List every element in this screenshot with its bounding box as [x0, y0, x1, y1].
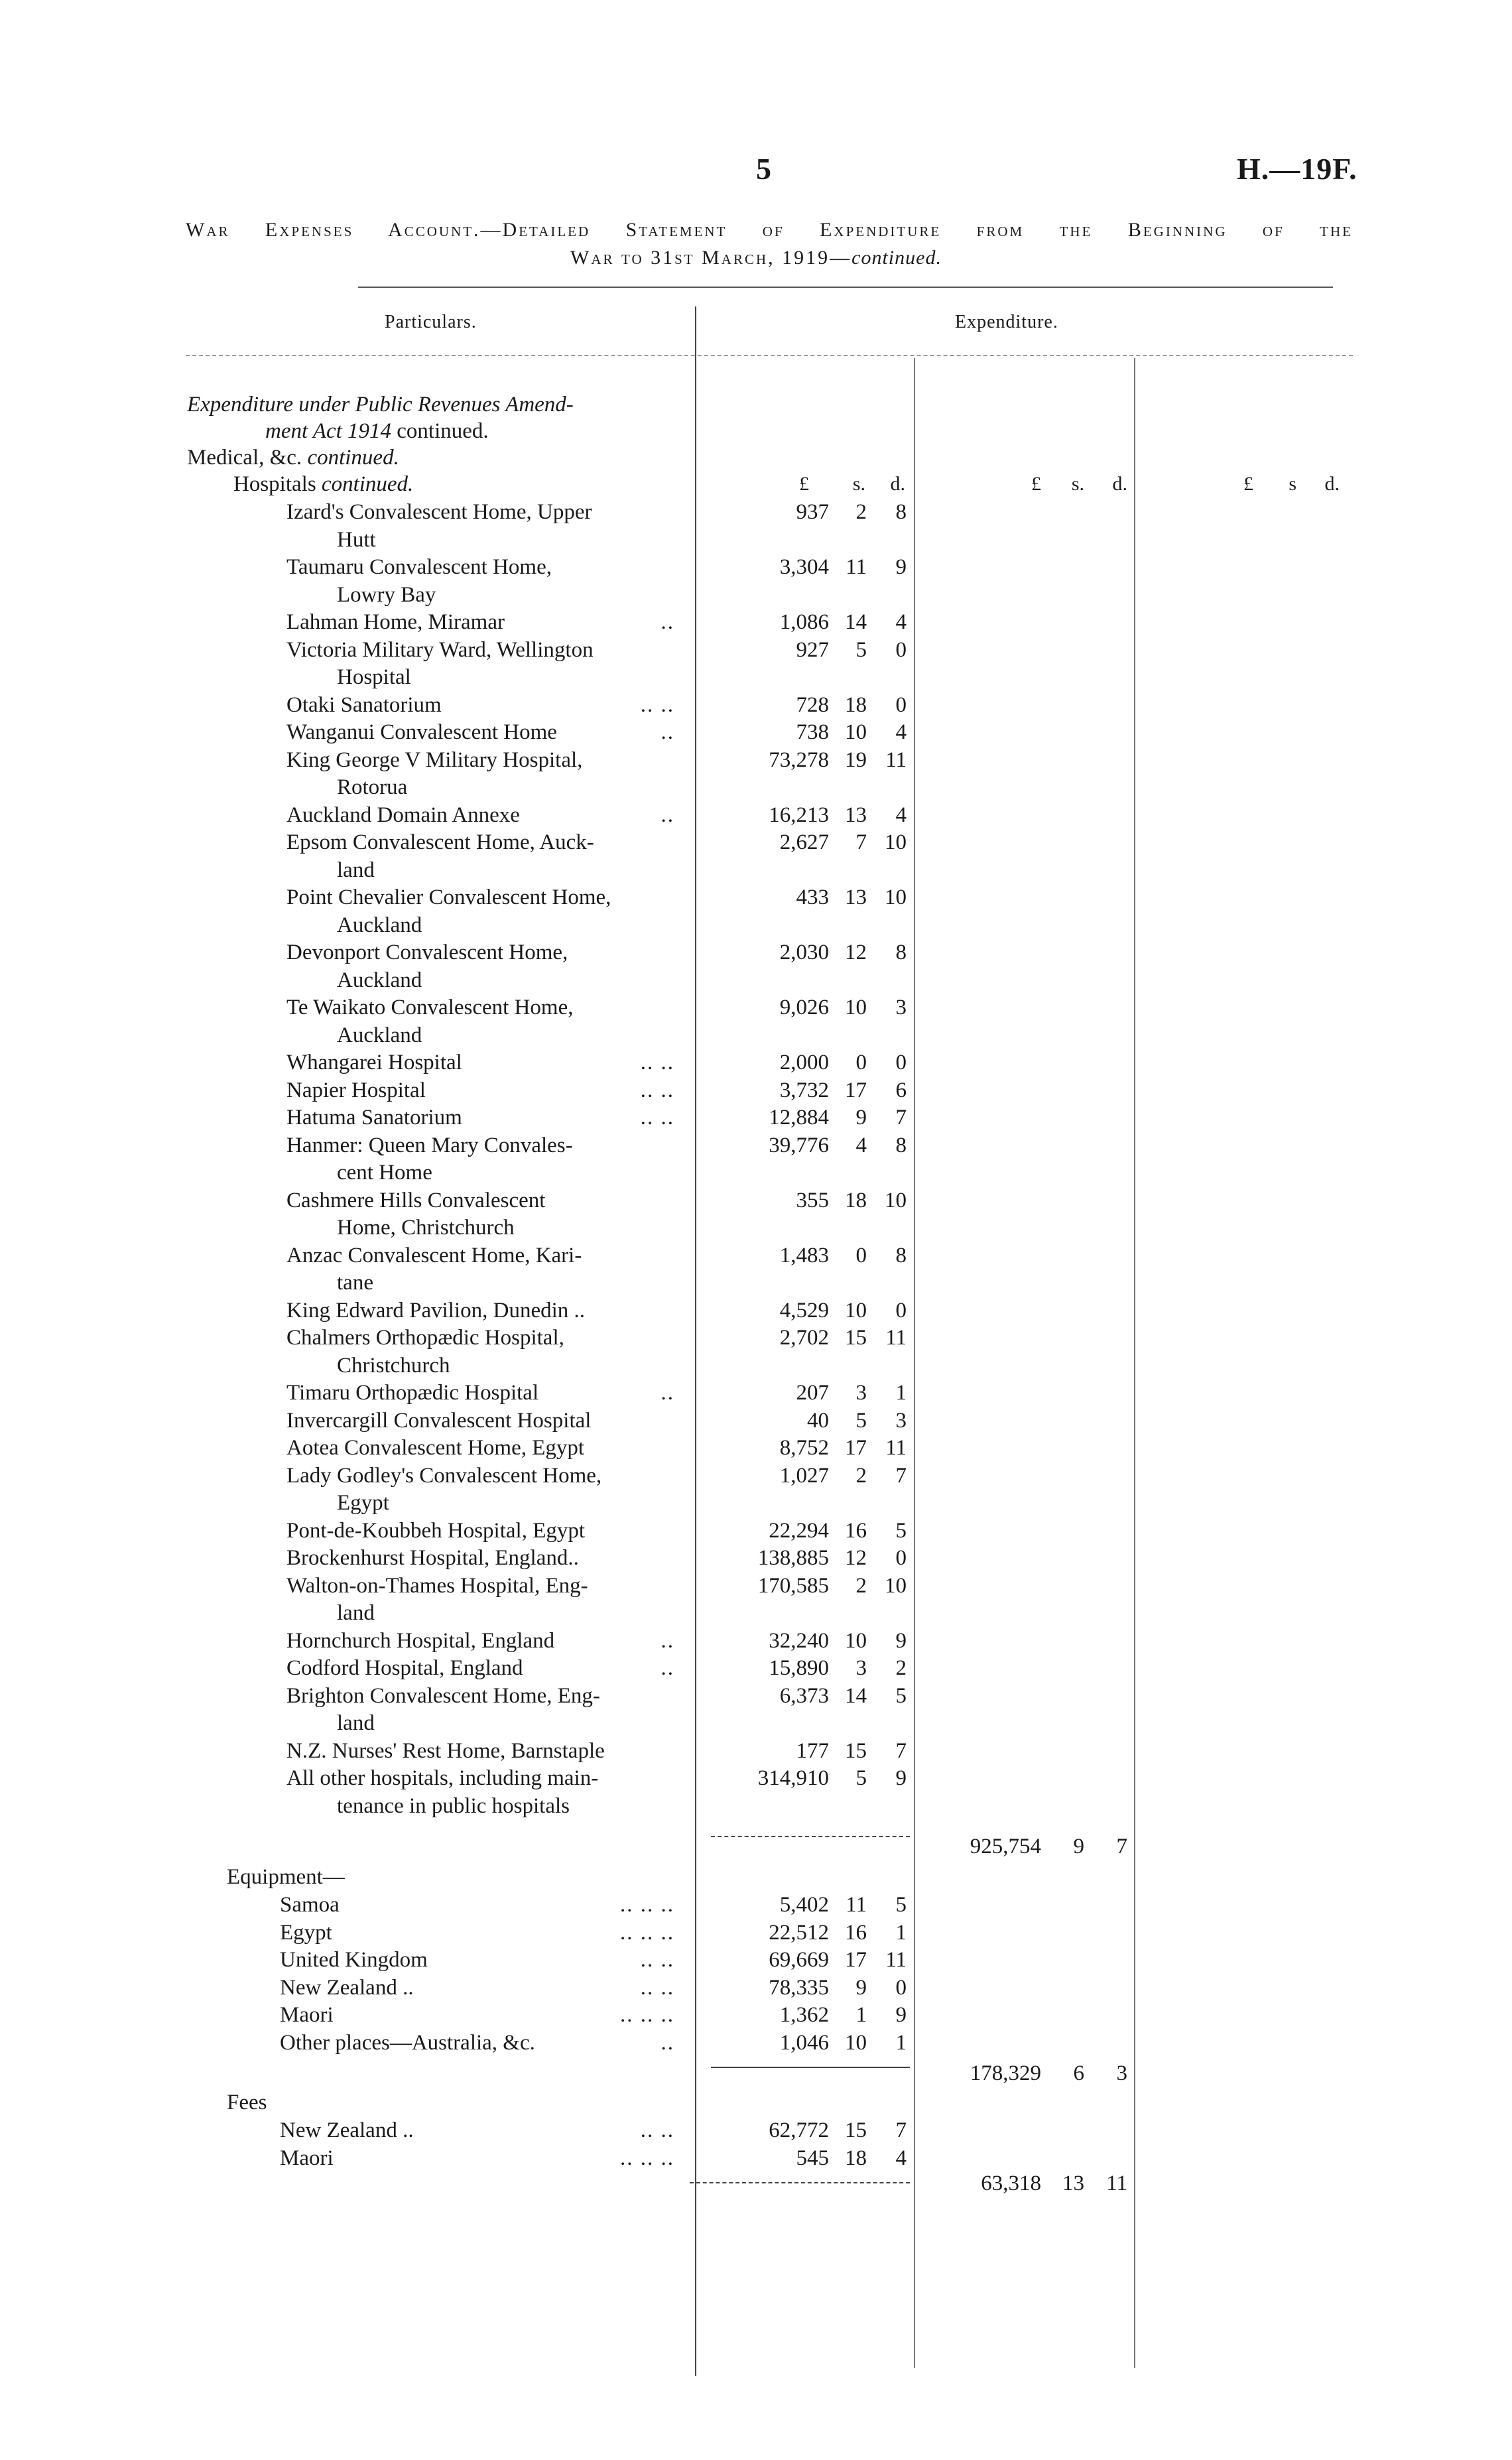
amount-pence: 4 — [895, 720, 907, 744]
item-name-continued: Auckland — [337, 913, 422, 937]
hospitals-total-shillings: 9 — [1073, 1835, 1084, 1858]
amount-shillings: 0 — [855, 1243, 867, 1267]
amount-pence: 10 — [885, 830, 907, 854]
fees-heading: Fees — [227, 2091, 267, 2114]
amount-pounds: 170,585 — [757, 1573, 829, 1598]
amount-shillings: 2 — [855, 500, 867, 524]
amount-pounds: 177 — [796, 1738, 829, 1763]
amount-pence: 9 — [895, 555, 907, 579]
amount-shillings: 10 — [845, 996, 867, 1019]
item-name: Chalmers Orthopædic Hospital, — [286, 1326, 564, 1350]
item-name-continued: Auckland — [337, 1023, 422, 1047]
amount-shillings: 13 — [845, 885, 867, 909]
amount-pounds: 15,890 — [769, 1656, 829, 1680]
amount-pounds: 40 — [807, 1408, 829, 1433]
leader-dots: .. .. .. — [620, 1893, 674, 1917]
item-name: Otaki Sanatorium — [286, 692, 442, 717]
leader-dots: .. .. — [640, 1051, 674, 1074]
item-name: Cashmere Hills Convalescent — [286, 1188, 546, 1212]
amount-pence: 11 — [885, 747, 907, 772]
amount-pence: 0 — [895, 1298, 907, 1323]
particulars-header: Particulars. — [385, 312, 477, 332]
amount-shillings: 10 — [845, 1298, 867, 1323]
document-reference: H.—19F. — [1237, 152, 1357, 186]
amount-pounds: 3,304 — [779, 555, 829, 579]
amount-shillings: 12 — [845, 940, 867, 964]
amount-shillings: 18 — [845, 692, 867, 717]
amount-shillings: 11 — [846, 555, 867, 579]
item-name: Invercargill Convalescent Hospital — [286, 1408, 592, 1433]
amount-pence: 3 — [895, 1408, 907, 1433]
amount-shillings: 3 — [855, 1656, 867, 1680]
amount-shillings: 10 — [845, 1628, 867, 1653]
amount-pounds: 433 — [796, 885, 829, 909]
header-rule — [186, 355, 1353, 356]
fees-total-pence: 11 — [1106, 2171, 1127, 2195]
amount-pence: 11 — [885, 1436, 907, 1460]
item-name: Auckland Domain Annexe — [286, 803, 520, 827]
item-name: Victoria Military Ward, Wellington — [286, 637, 594, 662]
amount-shillings: 5 — [855, 1408, 867, 1433]
amount-shillings: 11 — [846, 1893, 867, 1917]
page-number: 5 — [756, 152, 771, 186]
item-name-continued: Egypt — [337, 1491, 389, 1515]
equipment-total-pounds: 178,329 — [970, 2061, 1041, 2085]
amount-shillings: 16 — [845, 1920, 867, 1945]
leader-dots: .. — [661, 720, 674, 744]
amount-pence: 2 — [895, 1656, 907, 1680]
amount-shillings: 14 — [845, 1683, 867, 1708]
amount-pounds: 1,086 — [779, 610, 829, 634]
amount-pence: 1 — [895, 2030, 907, 2055]
amount-shillings: 4 — [855, 1133, 867, 1157]
amount-shillings: 5 — [855, 1766, 867, 1790]
amount-pounds: 728 — [796, 692, 829, 717]
leader-dots: .. .. — [640, 692, 674, 717]
amount-pence: 8 — [895, 1133, 907, 1157]
amount-pence: 7 — [895, 1106, 907, 1130]
item-name-continued: land — [337, 1601, 375, 1625]
amount-pence: 4 — [895, 803, 907, 827]
medical-label: Medical, &c. — [187, 446, 302, 470]
statement-title-line1: War Expenses Account.—Detailed Statement of Expenditure from the Beginning of the — [186, 219, 1353, 241]
leader-dots: .. .. .. — [620, 2003, 674, 2027]
amount-shillings: 17 — [845, 1948, 867, 1972]
item-name: Hatuma Sanatorium — [286, 1106, 462, 1130]
amount-shillings: 2 — [855, 1463, 867, 1488]
amount-shillings: 9 — [855, 1106, 867, 1130]
fees-sum-rule — [690, 2182, 910, 2183]
leader-dots: .. — [661, 1656, 674, 1680]
item-name-continued: Lowry Bay — [337, 582, 436, 607]
amount-shillings: 2 — [855, 1573, 867, 1598]
title-rule — [358, 287, 1333, 288]
title-main: War to 31st March, 1919— — [570, 247, 852, 269]
item-name: New Zealand .. — [280, 1975, 414, 2000]
amount-shillings: 15 — [845, 1326, 867, 1350]
item-name-continued: Home, Christchurch — [337, 1216, 515, 1240]
amount-pounds: 16,213 — [769, 803, 829, 827]
item-name: King Edward Pavilion, Dunedin .. — [286, 1298, 586, 1323]
item-name: Pont-de-Koubbeh Hospital, Egypt — [286, 1518, 586, 1543]
medical-continued: continued. — [307, 446, 399, 470]
leader-dots: .. — [661, 1381, 674, 1405]
equipment-total-shillings: 6 — [1073, 2061, 1084, 2085]
amount-pounds: 22,294 — [769, 1518, 829, 1543]
item-name: Izard's Convalescent Home, Upper — [286, 500, 592, 524]
item-name: Lahman Home, Miramar — [286, 610, 505, 634]
penny-head-col1: d. — [890, 473, 905, 495]
amount-pounds: 1,027 — [779, 1463, 829, 1488]
leader-dots: .. .. — [640, 1948, 674, 1972]
amount-pence: 8 — [895, 1243, 907, 1267]
act-heading-line2 — [265, 418, 489, 444]
act-continued: continued. — [397, 419, 489, 443]
column-rule-2 — [914, 358, 915, 2368]
item-name: Taumaru Convalescent Home, — [286, 555, 552, 579]
amount-pence: 9 — [895, 1628, 907, 1653]
item-name: Other places—Australia, &c. — [280, 2030, 535, 2055]
item-name: Maori — [280, 2146, 334, 2170]
amount-pounds: 32,240 — [769, 1628, 829, 1653]
amount-pounds: 73,278 — [769, 747, 829, 772]
penny-head-col2: d. — [1112, 473, 1127, 495]
amount-pence: 6 — [895, 1078, 907, 1102]
pound-head-col1: £ — [799, 473, 809, 495]
item-name: Devonport Convalescent Home, — [286, 940, 568, 964]
item-name: Aotea Convalescent Home, Egypt — [286, 1436, 585, 1460]
amount-pence: 5 — [895, 1893, 907, 1917]
item-name-continued: tane — [337, 1271, 373, 1295]
amount-shillings: 16 — [845, 1518, 867, 1543]
amount-pence: 10 — [885, 1573, 907, 1598]
statement-title-line2 — [0, 247, 1512, 269]
amount-shillings: 13 — [845, 803, 867, 827]
amount-pounds: 78,335 — [769, 1975, 829, 2000]
amount-pence: 1 — [895, 1920, 907, 1945]
item-name-continued: land — [337, 1711, 375, 1735]
amount-pounds: 4,529 — [779, 1298, 829, 1323]
hospitals-continued: continued. — [321, 472, 414, 496]
amount-pence: 9 — [895, 2003, 907, 2027]
amount-pounds: 3,732 — [779, 1078, 829, 1102]
amount-pence: 11 — [885, 1948, 907, 1972]
item-name: Wanganui Convalescent Home — [286, 720, 557, 744]
amount-shillings: 3 — [855, 1381, 867, 1405]
amount-pounds: 2,000 — [779, 1051, 829, 1074]
hospitals-total-pence: 7 — [1116, 1835, 1127, 1858]
item-name: New Zealand .. — [280, 2118, 414, 2142]
hospitals-total-pounds: 925,754 — [970, 1835, 1041, 1858]
amount-shillings: 19 — [845, 747, 867, 772]
item-name: King George V Military Hospital, — [286, 747, 583, 772]
penny-head-col3: d. — [1324, 473, 1340, 495]
amount-shillings: 15 — [845, 2118, 867, 2142]
amount-pounds: 1,483 — [779, 1243, 829, 1267]
amount-pence: 5 — [895, 1683, 907, 1708]
amount-shillings: 14 — [845, 610, 867, 634]
amount-pounds: 2,030 — [779, 940, 829, 964]
leader-dots: .. .. .. — [620, 2146, 674, 2170]
amount-shillings: 12 — [845, 1546, 867, 1570]
amount-pounds: 6,373 — [779, 1683, 829, 1708]
amount-shillings: 18 — [845, 2146, 867, 2170]
amount-pounds: 12,884 — [769, 1106, 829, 1130]
item-name-continued: land — [337, 858, 375, 882]
leader-dots: .. .. — [640, 1975, 674, 2000]
item-name-continued: tenance in public hospitals — [337, 1793, 570, 1818]
column-rule-1 — [695, 306, 696, 2376]
item-name: All other hospitals, including main- — [286, 1766, 599, 1790]
fees-total-shillings: 13 — [1062, 2171, 1084, 2195]
amount-pounds: 545 — [796, 2146, 829, 2170]
item-name: Timaru Orthopædic Hospital — [286, 1381, 539, 1405]
equipment-total-pence: 3 — [1116, 2061, 1127, 2085]
item-name: Point Chevalier Convalescent Home, — [286, 885, 611, 909]
amount-pence: 0 — [895, 637, 907, 662]
medical-heading — [187, 444, 399, 471]
leader-dots: .. .. — [640, 1106, 674, 1130]
amount-shillings: 5 — [855, 637, 867, 662]
amount-pounds: 738 — [796, 720, 829, 744]
amount-pence: 3 — [895, 996, 907, 1019]
item-name-continued: Hospital — [337, 665, 411, 689]
amount-pounds: 207 — [796, 1381, 829, 1405]
amount-pence: 7 — [895, 1738, 907, 1763]
item-name: Hanmer: Queen Mary Convales- — [286, 1133, 573, 1157]
amount-shillings: 1 — [855, 2003, 867, 2027]
item-name: N.Z. Nurses' Rest Home, Barnstaple — [286, 1738, 605, 1763]
amount-pence: 0 — [895, 1975, 907, 2000]
leader-dots: .. .. — [640, 2118, 674, 2142]
item-name: Hornchurch Hospital, England — [286, 1628, 555, 1653]
amount-pence: 9 — [895, 1766, 907, 1790]
amount-pence: 1 — [895, 1381, 907, 1405]
amount-pence: 10 — [885, 1188, 907, 1212]
leader-dots: .. — [661, 803, 674, 827]
item-name: Napier Hospital — [286, 1078, 426, 1102]
item-name: Te Waikato Convalescent Home, — [286, 996, 574, 1019]
amount-pounds: 8,752 — [779, 1436, 829, 1460]
amount-shillings: 18 — [845, 1188, 867, 1212]
amount-shillings: 10 — [845, 720, 867, 744]
item-name: Codford Hospital, England — [286, 1656, 523, 1680]
amount-pounds: 927 — [796, 637, 829, 662]
item-name-continued: Hutt — [337, 527, 376, 552]
amount-pence: 0 — [895, 1546, 907, 1570]
amount-shillings: 7 — [855, 830, 867, 854]
item-name: United Kingdom — [280, 1948, 428, 1972]
shilling-head-col2: s. — [1071, 473, 1084, 495]
amount-pence: 7 — [895, 2118, 907, 2142]
amount-pounds: 69,669 — [769, 1948, 829, 1972]
pound-head-col2: £ — [1031, 473, 1041, 495]
item-name: Samoa — [280, 1893, 340, 1917]
hospitals-label: Hospitals — [233, 472, 316, 496]
item-name: Walton-on-Thames Hospital, Eng- — [286, 1573, 588, 1598]
item-name: Epsom Convalescent Home, Auck- — [286, 830, 594, 854]
column-rule-3 — [1134, 358, 1135, 2368]
item-name: Whangarei Hospital — [286, 1051, 462, 1074]
amount-shillings: 15 — [845, 1738, 867, 1763]
amount-shillings: 17 — [845, 1436, 867, 1460]
item-name-continued: Rotorua — [337, 775, 408, 799]
amount-pounds: 9,026 — [779, 996, 829, 1019]
shilling-head-col1: s. — [852, 473, 865, 495]
leader-dots: .. .. .. — [620, 1920, 674, 1945]
amount-pounds: 1,362 — [779, 2003, 829, 2027]
amount-pounds: 62,772 — [769, 2118, 829, 2142]
amount-pounds: 1,046 — [779, 2030, 829, 2055]
act-name: ment Act 1914 — [265, 419, 392, 443]
act-heading-line1: Expenditure under Public Revenues Amend- — [187, 393, 574, 417]
pound-head-col3: £ — [1243, 473, 1253, 495]
amount-pounds: 314,910 — [757, 1766, 829, 1790]
equipment-sum-rule — [711, 2067, 910, 2068]
amount-pence: 8 — [895, 940, 907, 964]
item-name-continued: Christchurch — [337, 1353, 450, 1378]
item-name: Brockenhurst Hospital, England.. — [286, 1546, 579, 1570]
amount-pounds: 22,512 — [769, 1920, 829, 1945]
expenditure-header: Expenditure. — [955, 312, 1058, 332]
shilling-head-col3: s — [1289, 473, 1296, 495]
equipment-heading: Equipment— — [227, 1865, 345, 1889]
amount-pounds: 937 — [796, 500, 829, 524]
amount-pounds: 2,702 — [779, 1326, 829, 1350]
amount-pence: 8 — [895, 500, 907, 524]
amount-pounds: 5,402 — [779, 1893, 829, 1917]
amount-pence: 0 — [895, 1051, 907, 1074]
amount-shillings: 0 — [855, 1051, 867, 1074]
item-name-continued: cent Home — [337, 1161, 432, 1185]
hospitals-sum-rule — [711, 1836, 910, 1837]
fees-total-pounds: 63,318 — [981, 2171, 1041, 2195]
item-name: Lady Godley's Convalescent Home, — [286, 1463, 602, 1488]
amount-pence: 0 — [895, 692, 907, 717]
amount-pence: 4 — [895, 2146, 907, 2170]
leader-dots: .. — [661, 610, 674, 634]
amount-pence: 11 — [885, 1326, 907, 1350]
amount-pence: 4 — [895, 610, 907, 634]
amount-shillings: 17 — [845, 1078, 867, 1102]
amount-shillings: 10 — [845, 2030, 867, 2055]
amount-shillings: 9 — [855, 1975, 867, 2000]
amount-pounds: 39,776 — [769, 1133, 829, 1157]
amount-pence: 10 — [885, 885, 907, 909]
item-name-continued: Auckland — [337, 968, 422, 992]
hospitals-heading — [233, 471, 413, 497]
leader-dots: .. — [661, 2030, 674, 2055]
amount-pounds: 2,627 — [779, 830, 829, 854]
amount-pounds: 138,885 — [757, 1546, 829, 1570]
amount-pence: 7 — [895, 1463, 907, 1488]
amount-pounds: 355 — [796, 1188, 829, 1212]
amount-pence: 5 — [895, 1518, 907, 1543]
item-name: Anzac Convalescent Home, Kari- — [286, 1243, 582, 1267]
leader-dots: .. — [661, 1628, 674, 1653]
item-name: Egypt — [280, 1920, 332, 1945]
item-name: Brighton Convalescent Home, Eng- — [286, 1683, 600, 1708]
item-name: Maori — [280, 2003, 334, 2027]
title-continued: continued. — [851, 247, 942, 269]
leader-dots: .. .. — [640, 1078, 674, 1102]
